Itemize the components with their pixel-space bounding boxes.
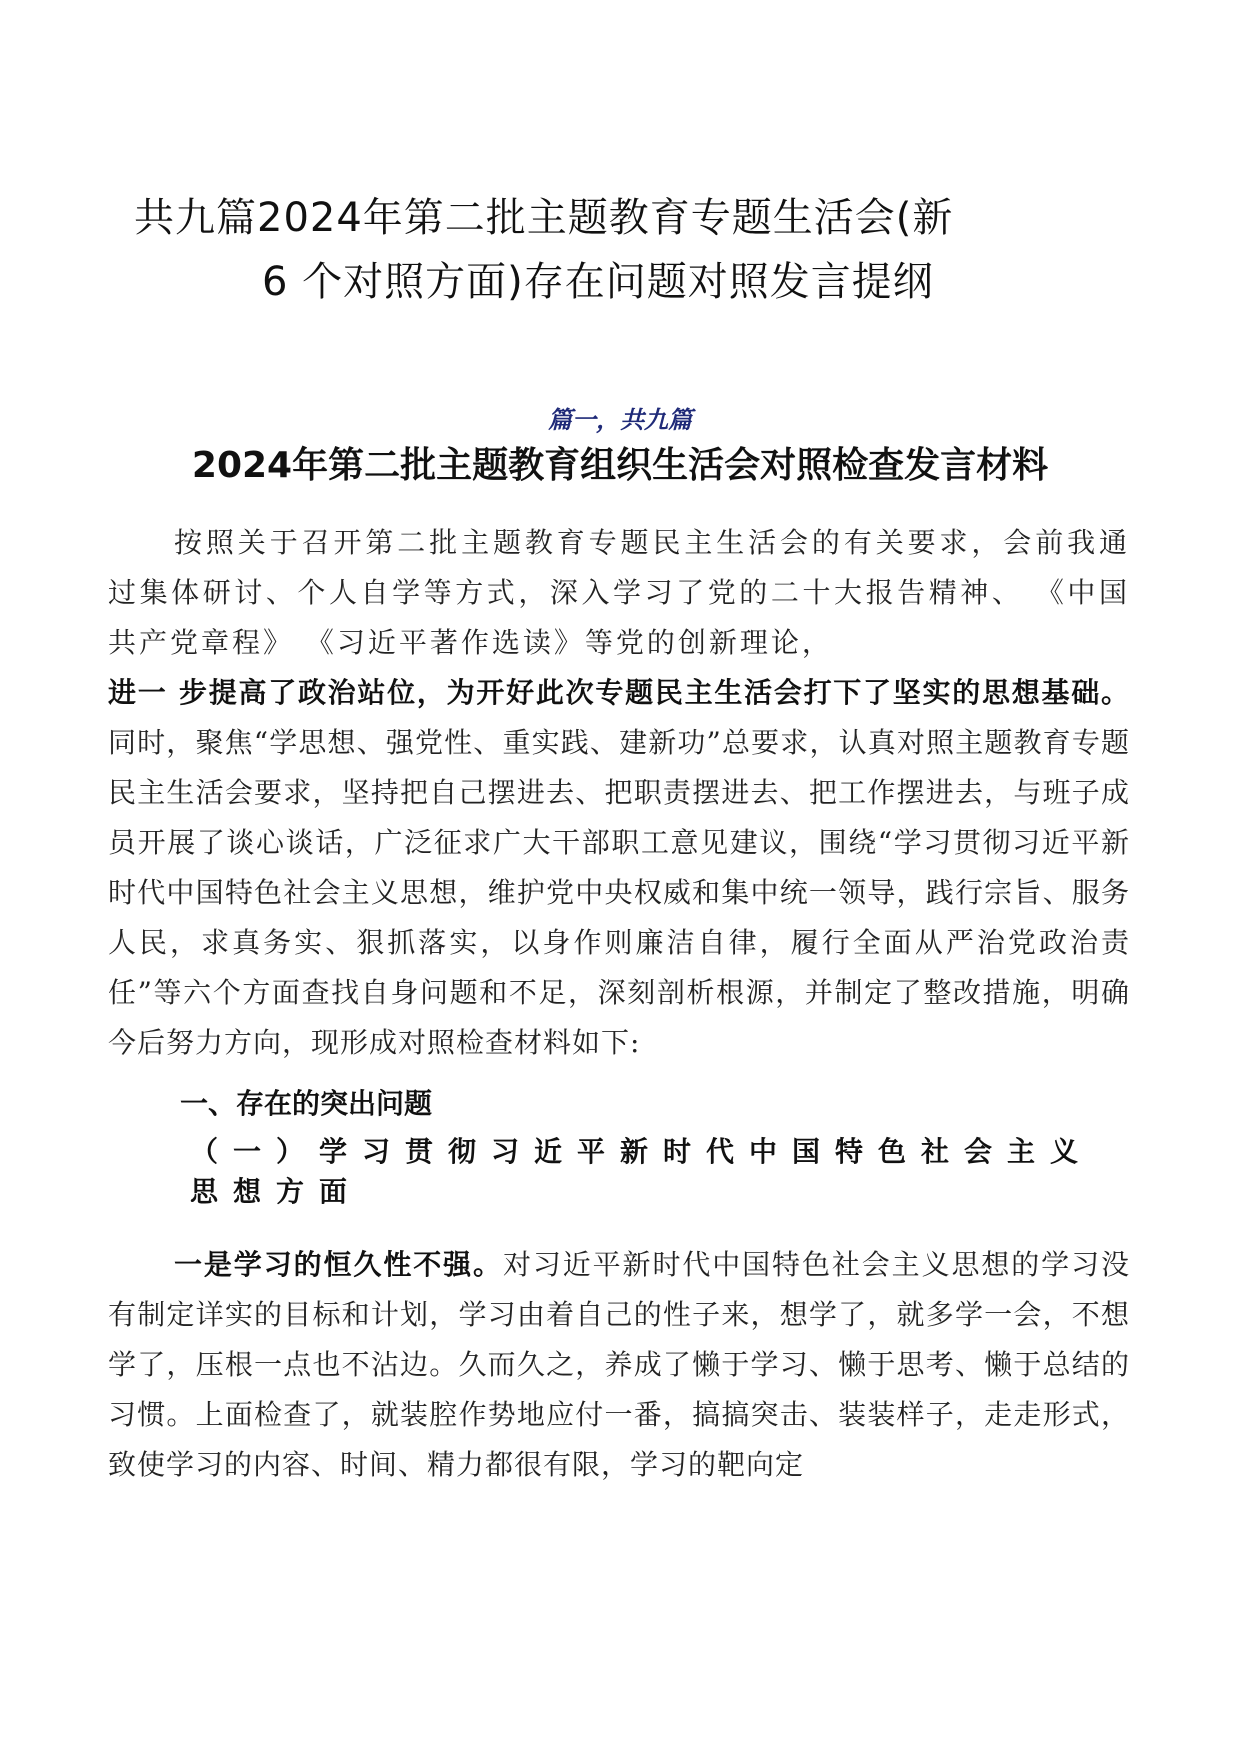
- point-1-lead: 一是学习的恒久性不强。: [174, 1248, 503, 1281]
- body-paragraph: [108, 668, 1130, 1068]
- section-tag: 篇一，共九篇: [548, 405, 692, 434]
- section-1-heading: 一、存在的突出问题: [180, 1087, 433, 1120]
- subsection-1-heading: （一）学习贯彻习近平新时代中国特色社会主义思想方面: [190, 1135, 1094, 1208]
- document-title-line-2: 6 个对照方面)存在问题对照发言提纲: [262, 259, 934, 305]
- document-title-line-1: 共九篇2024年第二批主题教育专题生活会(新: [134, 195, 954, 241]
- paragraph-continued-text: 同时，聚焦“学思想、强党性、重实践、建新功”总要求，认真对照主题教育专题民主生活会要求，坚持把自己摆进去、把职责摆进去、把工作摆进去，与班子成员开展了谈心谈话，广泛征求广大干部职工意见建议，围绕“学习贯彻习近平新时代中国特色社会主义思想，维护党中央权威和集中统一领导，践行宗旨、服务人民，求真务实、狠抓落实，以身作则廉洁自律，履行全面从严治党政治责任”等六个方面查找自身问题和不足，深刻剖析根源，并制定了整改措施，明确今后努力方向，现形成对照检查材料如下:: [108, 726, 1130, 1059]
- point-1-paragraph: [108, 1240, 1130, 1490]
- bold-lead-text: 进一 步提高了政治站位，为开好此次专题民主生活会打下了坚实的思想基础。: [108, 676, 1130, 709]
- intro-paragraph: 按照关于召开第二批主题教育专题民主生活会的有关要求，会前我通过集体研讨、个人自学等方式，深入学习了党的二十大报告精神、 《中国共产党章程》 《习近平著作选读》等党的创新理论，: [108, 526, 1130, 659]
- document-heading: 2024年第二批主题教育组织生活会对照检查发言材料: [191, 445, 1049, 486]
- point-1-text: 对习近平新时代中国特色社会主义思想的学习没有制定详实的目标和计划，学习由着自己的性子来，想学了，就多学一会，不想学了，压根一点也不沾边。久而久之，养成了懒于学习、懒于思考、懒于总结的习惯。上面检查了，就装腔作势地应付一番，搞搞突击、装装样子，走走形式，致使学习的内容、时间、精力都很有限，学习的靶向定: [108, 1248, 1130, 1481]
